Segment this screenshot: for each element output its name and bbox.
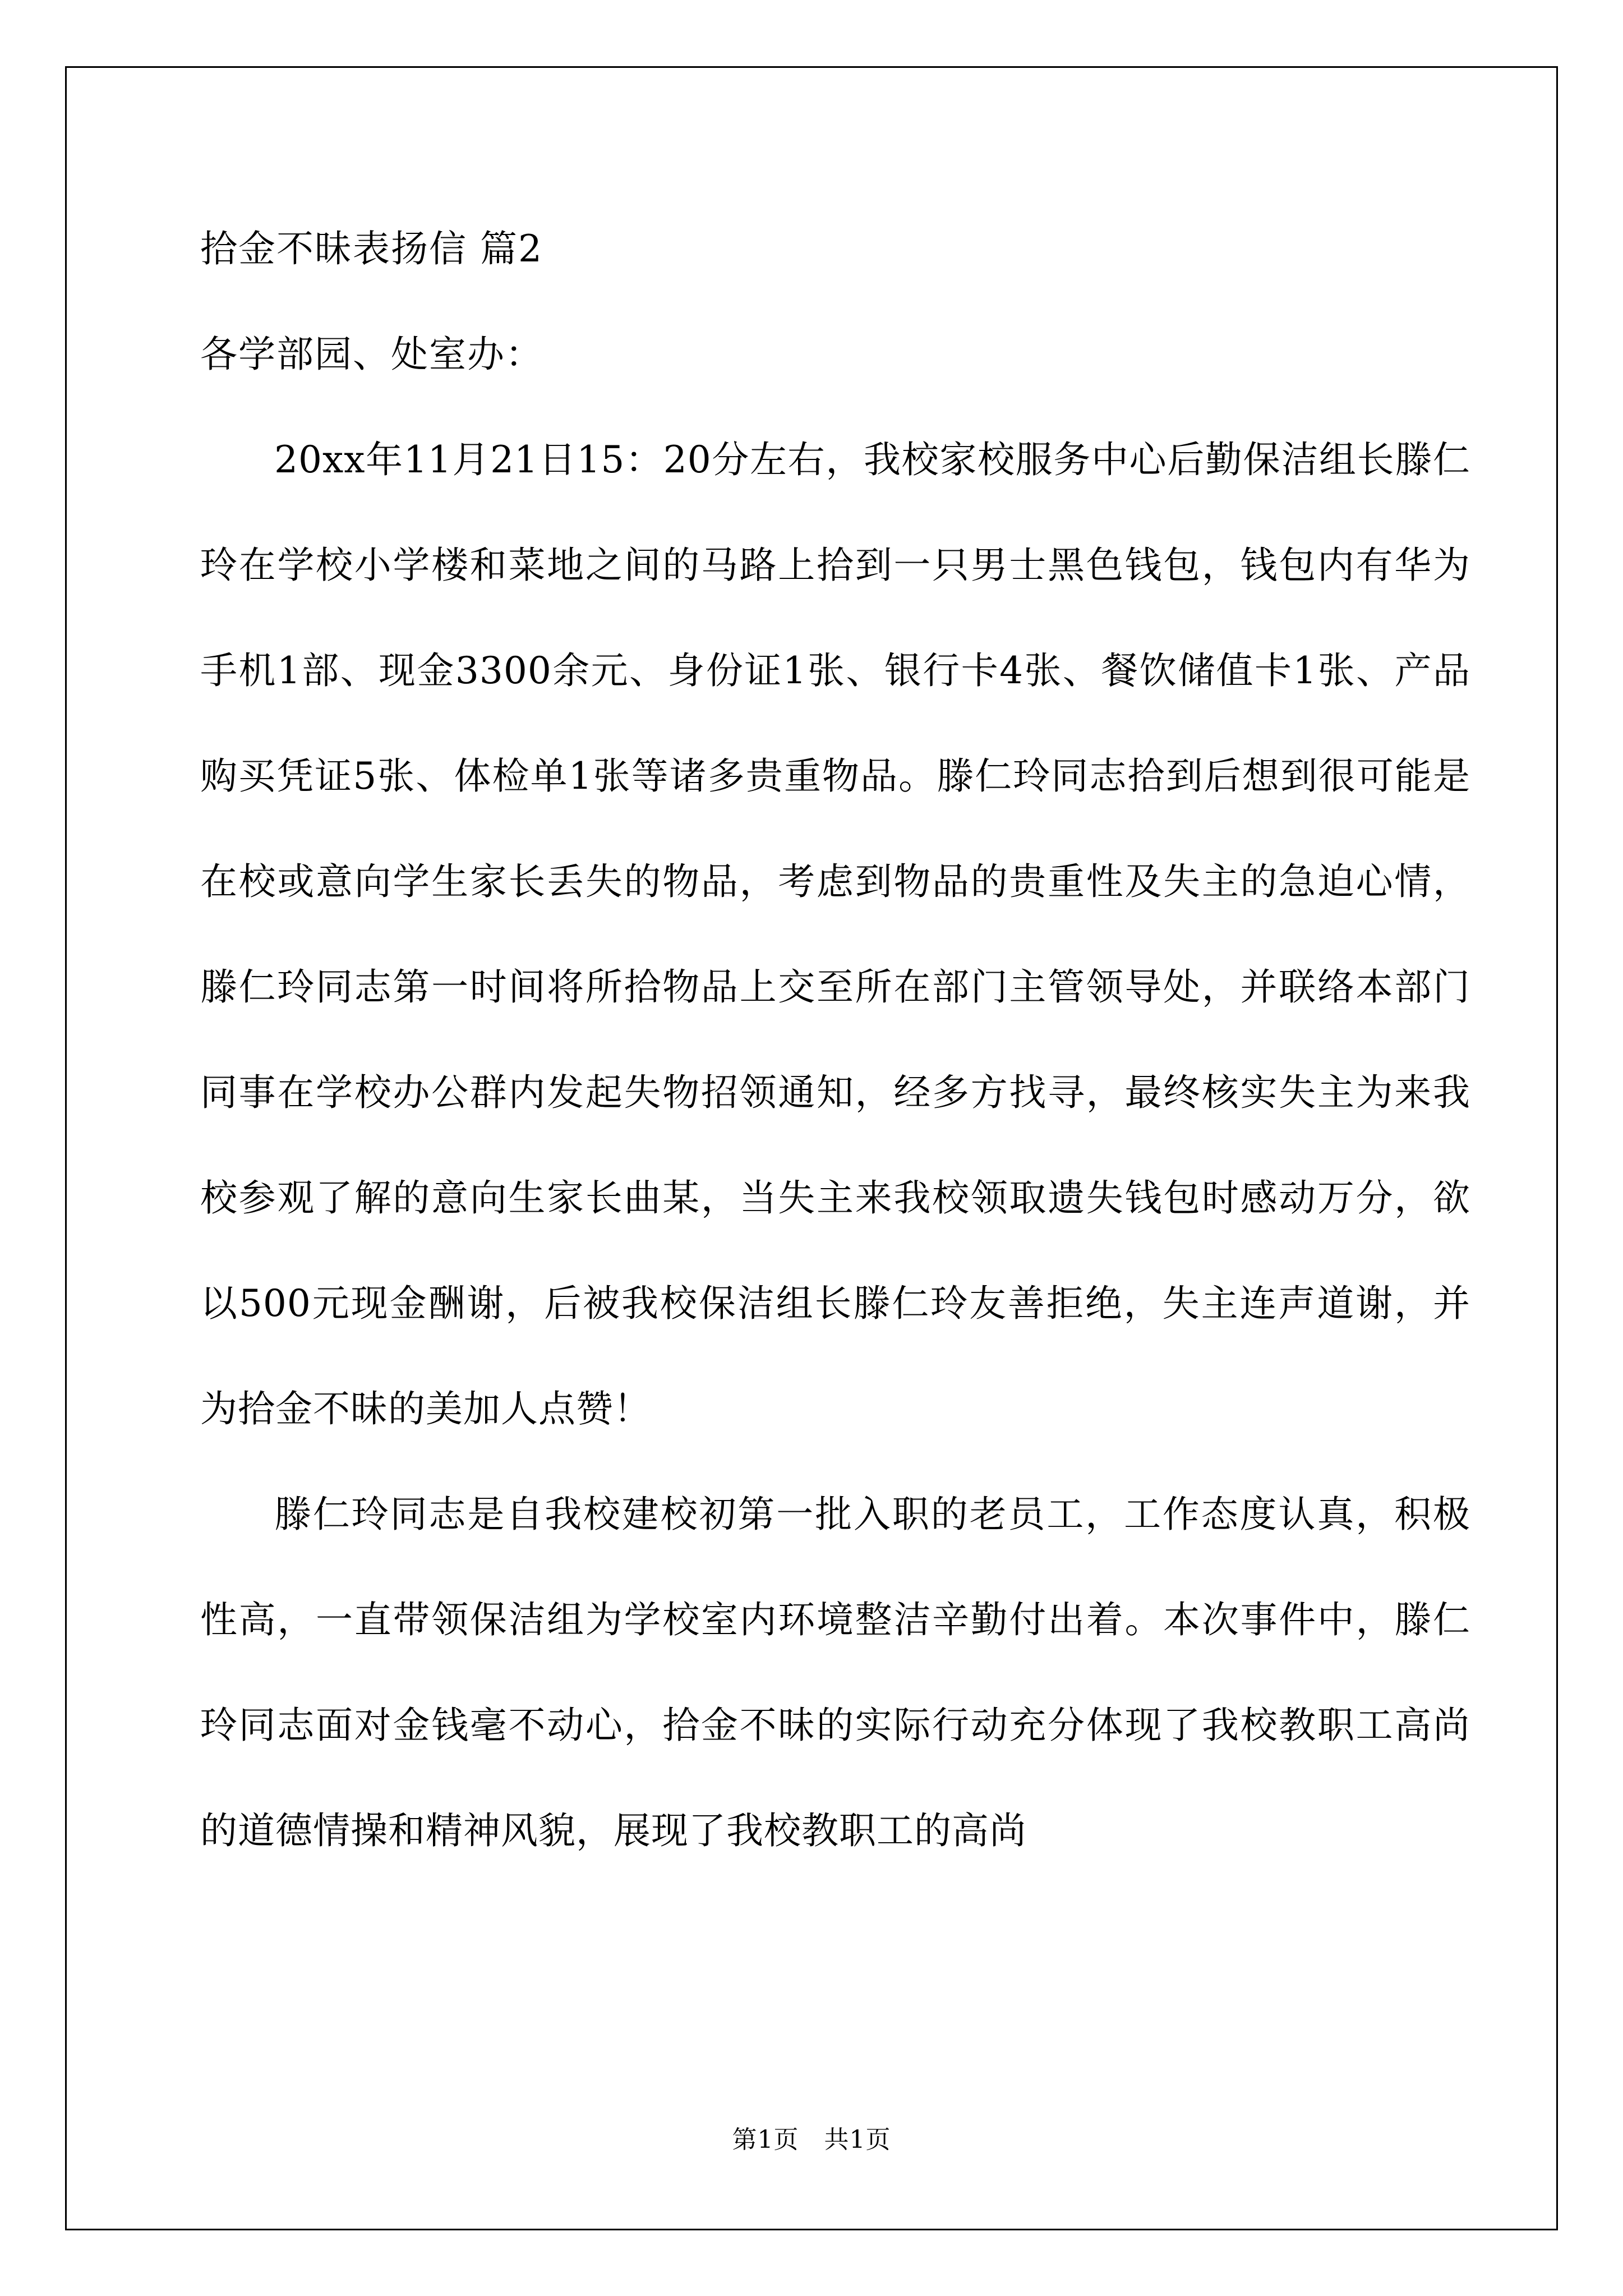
paragraph-incident: 20xx年11月21日15：20分左右，我校家校服务中心后勤保洁组长滕仁玲在学校小学楼和菜地之间的马路上拾到一只男士黑色钱包，钱包内有华为手机1部、现金3300余元、身份证1张、银行卡4张、餐饮储值卡1张、产品购买凭证5张、体检单1张等诸多贵重物品。滕仁玲同志拾到后想到很可能是在校或意向学生家长丢失的物品，考虑到物品的贵重性及失主的急迫心情，滕仁玲同志第一时间将所拾物品上交至所在部门主管领导处，并联络本部门同事在学校办公群内发起失物招领通知，经多方找寻，最终核实失主为来我校参观了解的意向生家长曲某，当失主来我校领取遗失钱包时感动万分，欲以500元现金酬谢，后被我校保洁组长滕仁玲友善拒绝，失主连声道谢，并为拾金不昧的美加人点赞！ [200,438,1470,1430]
salutation: 各学部园、处室办： [200,333,543,376]
document-heading: 拾金不昧表扬信 篇2 [200,227,543,270]
page-number-footer: 第1页 共1页 [732,2125,891,2154]
document-body [200,196,1470,1884]
paragraph-commendation: 滕仁玲同志是自我校建校初第一批入职的老员工，工作态度认真，积极性高，一直带领保洁组为学校室内环境整洁辛勤付出着。本次事件中，滕仁玲同志面对金钱毫不动心，拾金不昧的实际行动充分体现了我校教职工高尚的道德情操和精神风貌，展现了我校教职工的高尚 [200,1493,1470,1852]
